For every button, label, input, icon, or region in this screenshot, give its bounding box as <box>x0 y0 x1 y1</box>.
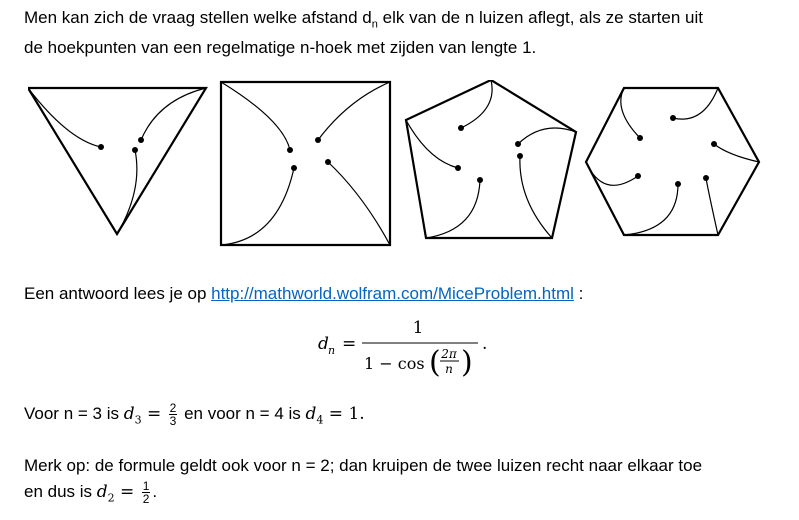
svg-text:1: 1 <box>412 318 424 338</box>
polygon-pursuit-figures <box>28 80 768 250</box>
intro-line-2: de hoekpunten van een regelmatige n-hoek met zijden van lengte 1. <box>24 38 537 58</box>
intro-paragraph <box>24 6 703 60</box>
distance-formula <box>318 316 498 382</box>
intro-line-1: Men kan zich de vraag stellen welke afstand $d_n$ elk van de n luizen aflegt, als ze starten uit <box>24 8 703 31</box>
fraction-one-half: $\frac{1}{2}$ <box>142 479 150 507</box>
pentagon-outline <box>406 80 576 238</box>
svg-text:n: n <box>445 362 453 376</box>
polygon-outlines <box>28 80 759 245</box>
square-outline <box>221 82 390 245</box>
subscript-n: n <box>371 18 378 31</box>
voor-line: Voor n = 3 is $d_3$ = $\frac{2}{3}$ en voor n = 4 is $d_4 = 1$. <box>24 401 365 429</box>
svg-text:1 − cos: 1 − cos <box>364 354 425 373</box>
svg-text:d: d <box>318 334 329 354</box>
answer-line: Een antwoord lees je op http://mathworld.wolfram.com/MiceProblem.html : <box>24 284 584 303</box>
triangle-outline <box>28 88 206 234</box>
svg-text:2π: 2π <box>441 347 457 361</box>
svg-text:): ) <box>461 345 473 380</box>
fraction-two-thirds: $\frac{2}{3}$ <box>169 401 177 429</box>
hexagon-outline <box>586 88 759 235</box>
mathworld-link[interactable]: http://mathworld.wolfram.com/MiceProblem.html <box>211 284 574 303</box>
merk-line-1: Merk op: de formule geldt ook voor n = 2; dan kruipen de twee luizen recht naar elkaar toe <box>24 456 703 475</box>
svg-text:(: ( <box>429 345 441 380</box>
pursuit-curves <box>28 80 759 245</box>
merk-line-2: en dus is $d_2$ = $\frac{1}{2}$ . <box>24 479 158 507</box>
svg-text:=: = <box>342 334 357 354</box>
svg-text:n: n <box>328 344 336 357</box>
svg-text:.: . <box>482 334 488 354</box>
